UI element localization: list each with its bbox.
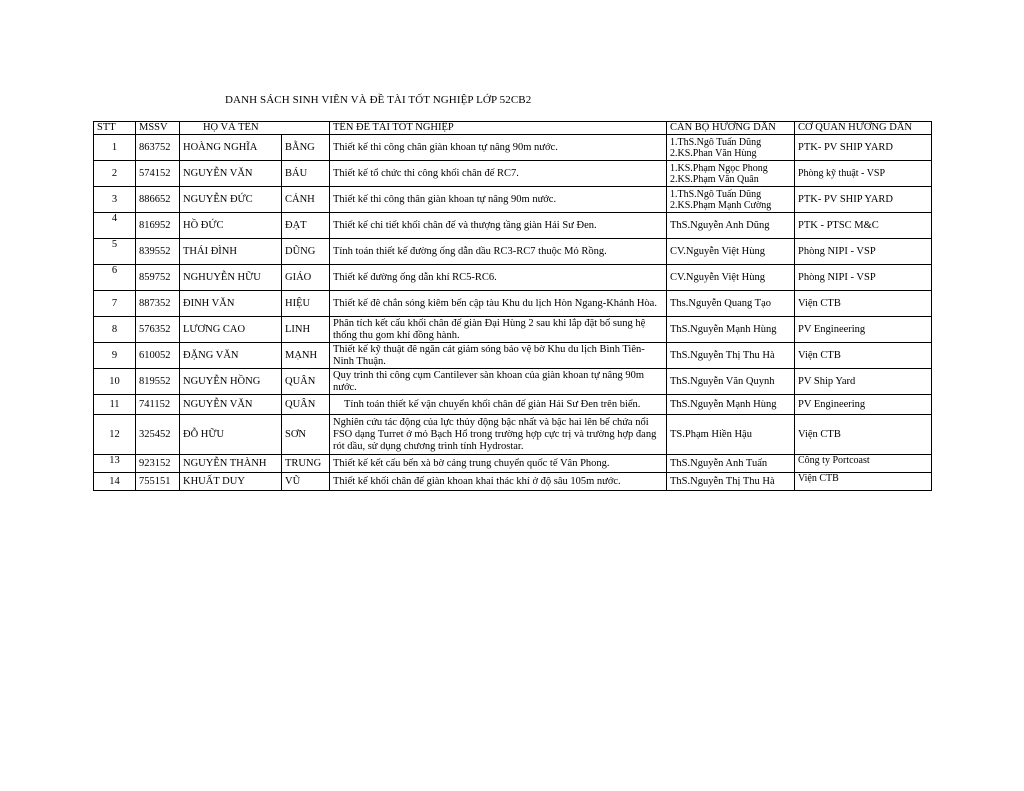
table-row <box>94 343 932 369</box>
cell-given-name: BẰNG <box>282 135 330 161</box>
cell-org: Phòng NIPI - VSP <box>795 265 932 291</box>
cell-surname: NGUYỄN VĂN <box>180 161 282 187</box>
cell-supervisor: ThS.Nguyễn Thị Thu Hà <box>667 473 795 491</box>
cell-mssv: 886652 <box>136 187 180 213</box>
cell-mssv: 819552 <box>136 369 180 395</box>
cell-supervisor <box>667 135 795 161</box>
header-name-spacer <box>282 122 330 135</box>
table-row <box>94 213 932 239</box>
cell-stt: 3 <box>94 187 136 213</box>
cell-topic: Thiết kế kỹ thuật đê ngăn cát giảm sóng bảo vệ bờ Khu du lịch Bình Tiên-Ninh Thuận. <box>330 343 667 369</box>
cell-topic: Thiết kế đường ống dẫn khí RC5-RC6. <box>330 265 667 291</box>
cell-topic: Thiết kế tổ chức thi công khối chân đế RC7. <box>330 161 667 187</box>
cell-surname: THÁI ĐÌNH <box>180 239 282 265</box>
table-row <box>94 161 932 187</box>
cell-org: PV Engineering <box>795 395 932 415</box>
cell-surname: NGUYỄN ĐỨC <box>180 187 282 213</box>
cell-supervisor: ThS.Nguyễn Mạnh Hùng <box>667 317 795 343</box>
cell-stt: 11 <box>94 395 136 415</box>
header-mssv: MSSV <box>136 122 180 135</box>
table-header-row <box>94 122 932 135</box>
cell-supervisor: ThS.Nguyễn Mạnh Hùng <box>667 395 795 415</box>
cell-stt: 4 <box>94 213 136 239</box>
cell-stt: 9 <box>94 343 136 369</box>
cell-org: Viện CTB <box>795 473 932 491</box>
cell-given-name: ĐẠT <box>282 213 330 239</box>
cell-topic: Thiết kế chi tiết khối chân đế và thượng tầng giàn Hải Sư Đen. <box>330 213 667 239</box>
cell-topic: Tính toán thiết kế đường ống dẫn dầu RC3-RC7 thuộc Mỏ Rồng. <box>330 239 667 265</box>
header-stt: STT <box>94 122 136 135</box>
supervisor-line-1: 1.KS.Phạm Ngọc Phong <box>670 162 768 174</box>
cell-org: Công ty Portcoast <box>795 455 932 473</box>
cell-stt: 13 <box>94 455 136 473</box>
cell-surname: NGHUYỄN HỮU <box>180 265 282 291</box>
cell-surname: NGUYỄN HỒNG <box>180 369 282 395</box>
cell-supervisor <box>667 187 795 213</box>
cell-topic: Nghiên cứu tác động của lực thủy động bậc nhất và bậc hai lên bể chứa nổi FSO dạng Turret ở mỏ Bạch Hổ trong trường hợp cực trị và trường hợp đang rót dầu, sử dụng chương trình tính Hydrostar. <box>330 415 667 455</box>
cell-mssv: 755151 <box>136 473 180 491</box>
cell-given-name: DŨNG <box>282 239 330 265</box>
cell-stt: 5 <box>94 239 136 265</box>
cell-supervisor: Ths.Nguyễn Quang Tạo <box>667 291 795 317</box>
table-row <box>94 291 932 317</box>
cell-given-name: TRUNG <box>282 455 330 473</box>
cell-stt: 12 <box>94 415 136 455</box>
cell-org: Phòng NIPI - VSP <box>795 239 932 265</box>
cell-stt: 8 <box>94 317 136 343</box>
cell-org: PV Engineering <box>795 317 932 343</box>
cell-mssv: 741152 <box>136 395 180 415</box>
cell-supervisor: TS.Phạm Hiền Hậu <box>667 415 795 455</box>
cell-org: Viện CTB <box>795 415 932 455</box>
cell-surname: HOÀNG NGHĨA <box>180 135 282 161</box>
cell-org: Viện CTB <box>795 343 932 369</box>
header-topic: TÊN ĐỀ TÀI TỐT NGHIỆP <box>330 122 667 135</box>
cell-topic: Quy trình thi công cụm Cantilever sàn khoan của giàn khoan tự nâng 90m nước. <box>330 369 667 395</box>
header-supervisor: CÁN BỘ HƯỚNG DẪN <box>667 122 795 135</box>
header-name-label: HỌ VÀ TÊN <box>202 122 259 133</box>
cell-stt: 1 <box>94 135 136 161</box>
cell-surname: ĐẶNG VĂN <box>180 343 282 369</box>
cell-supervisor: ThS.Nguyễn Anh Dũng <box>667 213 795 239</box>
cell-org: PTK - PTSC M&C <box>795 213 932 239</box>
cell-topic: Thiết kế kết cấu bến xà bờ cảng trung chuyển quốc tế Vân Phong. <box>330 455 667 473</box>
cell-given-name: BÁU <box>282 161 330 187</box>
supervisor-line-1: 1.ThS.Ngô Tuấn Dũng <box>670 188 762 200</box>
cell-mssv: 576352 <box>136 317 180 343</box>
table-row <box>94 265 932 291</box>
cell-surname: NGUYỄN VĂN <box>180 395 282 415</box>
header-org: CƠ QUAN HƯỚNG DẪN <box>795 122 932 135</box>
cell-supervisor <box>667 161 795 187</box>
cell-surname: HỒ ĐỨC <box>180 213 282 239</box>
cell-topic: Thiết kế đê chắn sóng kiêm bến cập tàu Khu du lịch Hòn Ngang-Khánh Hòa. <box>330 291 667 317</box>
cell-org: PTK- PV SHIP YARD <box>795 187 932 213</box>
cell-surname: ĐỖ HỮU <box>180 415 282 455</box>
table-row <box>94 135 932 161</box>
cell-org: PTK- PV SHIP YARD <box>795 135 932 161</box>
table-row <box>94 455 932 473</box>
cell-mssv: 816952 <box>136 213 180 239</box>
cell-given-name: MẠNH <box>282 343 330 369</box>
table-row <box>94 415 932 455</box>
cell-org: Viện CTB <box>795 291 932 317</box>
cell-supervisor: CV.Nguyễn Việt Hùng <box>667 239 795 265</box>
cell-org: PV Ship Yard <box>795 369 932 395</box>
cell-stt: 2 <box>94 161 136 187</box>
cell-topic: Tính toán thiết kế vận chuyển khối chân đế giàn Hải Sư Đen trên biển. <box>330 395 667 415</box>
supervisor-line-2: 2.KS.Phạm Văn Quân <box>670 173 759 185</box>
cell-mssv: 887352 <box>136 291 180 317</box>
cell-supervisor: CV.Nguyễn Việt Hùng <box>667 265 795 291</box>
table-row <box>94 395 932 415</box>
cell-mssv: 325452 <box>136 415 180 455</box>
cell-surname: NGUYỄN THÀNH <box>180 455 282 473</box>
table-row <box>94 317 932 343</box>
cell-mssv: 839552 <box>136 239 180 265</box>
cell-given-name: GIÁO <box>282 265 330 291</box>
student-topic-table <box>93 121 932 491</box>
supervisor-line-1: 1.ThS.Ngô Tuấn Dũng <box>670 136 762 148</box>
cell-mssv: 923152 <box>136 455 180 473</box>
cell-supervisor: ThS.Nguyễn Thị Thu Hà <box>667 343 795 369</box>
supervisor-line-2: 2.KS.Phan Văn Hùng <box>670 147 757 159</box>
table-row <box>94 473 932 491</box>
cell-stt: 7 <box>94 291 136 317</box>
cell-given-name: QUÂN <box>282 369 330 395</box>
cell-stt: 6 <box>94 265 136 291</box>
cell-surname: LƯƠNG CAO <box>180 317 282 343</box>
cell-topic: Phân tích kết cấu khối chân đế giàn Đại Hùng 2 sau khi lắp đặt bổ sung hệ thống thu gom khí đồng hành. <box>330 317 667 343</box>
cell-given-name: HIỆU <box>282 291 330 317</box>
table-row <box>94 239 932 265</box>
header-name <box>180 122 282 135</box>
table-row <box>94 187 932 213</box>
cell-mssv: 859752 <box>136 265 180 291</box>
cell-given-name: VŨ <box>282 473 330 491</box>
table-row <box>94 369 932 395</box>
cell-given-name: LINH <box>282 317 330 343</box>
cell-supervisor: ThS.Nguyễn Anh Tuấn <box>667 455 795 473</box>
cell-surname: KHUẤT DUY <box>180 473 282 491</box>
cell-surname: ĐINH VĂN <box>180 291 282 317</box>
cell-mssv: 574152 <box>136 161 180 187</box>
cell-supervisor: ThS.Nguyễn Văn Quynh <box>667 369 795 395</box>
cell-topic: Thiết kế khối chân đế giàn khoan khai thác khí ở độ sâu 105m nước. <box>330 473 667 491</box>
cell-given-name: SƠN <box>282 415 330 455</box>
cell-org: Phòng kỹ thuật - VSP <box>795 161 932 187</box>
cell-given-name: QUÂN <box>282 395 330 415</box>
page-title: DANH SÁCH SINH VIÊN VÀ ĐỀ TÀI TỐT NGHIỆP LỚP 52CB2 <box>225 94 532 106</box>
cell-mssv: 610052 <box>136 343 180 369</box>
cell-mssv: 863752 <box>136 135 180 161</box>
cell-topic: Thiết kế thi công thân giàn khoan tự nâng 90m nước. <box>330 187 667 213</box>
cell-given-name: CẢNH <box>282 187 330 213</box>
cell-stt: 10 <box>94 369 136 395</box>
cell-stt: 14 <box>94 473 136 491</box>
cell-topic: Thiết kế thi công chân giàn khoan tự nâng 90m nước. <box>330 135 667 161</box>
supervisor-line-2: 2.KS.Phạm Mạnh Cường <box>670 199 772 211</box>
